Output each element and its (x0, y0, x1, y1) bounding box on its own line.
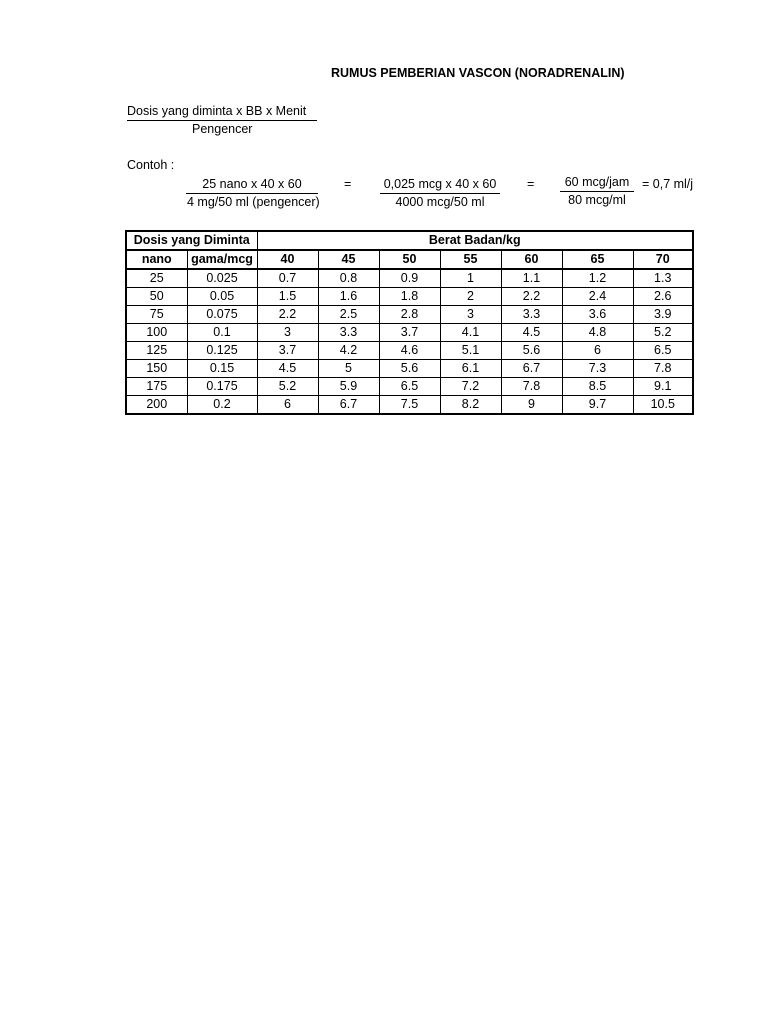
table-cell: 3.9 (633, 306, 693, 324)
table-cell: 7.8 (501, 378, 562, 396)
table-cell: 0.05 (187, 288, 257, 306)
dose-table (125, 230, 694, 415)
table-cell: 5.6 (379, 360, 440, 378)
table-cell: 125 (126, 342, 187, 360)
example-step1-line (186, 193, 318, 194)
formula-denominator: Pengencer (192, 122, 253, 136)
table-cell: 4.6 (379, 342, 440, 360)
table-cell: 2.8 (379, 306, 440, 324)
table-cell: 1.5 (257, 288, 318, 306)
formula-fraction-line (127, 120, 317, 121)
table-header-row (126, 231, 693, 250)
table-cell: 7.8 (633, 360, 693, 378)
example-equals-2: = (527, 177, 535, 191)
table-row (126, 306, 693, 324)
example-step1-numerator: 25 nano x 40 x 60 (202, 177, 302, 191)
table-cell: 100 (126, 324, 187, 342)
table-cell: 0.125 (187, 342, 257, 360)
table-cell: 10.5 (633, 396, 693, 415)
table-row (126, 288, 693, 306)
table-row (126, 342, 693, 360)
weight-col-header: 45 (318, 250, 379, 269)
table-cell: 6.1 (440, 360, 501, 378)
table-cell: 0.9 (379, 269, 440, 288)
table-cell: 4.5 (501, 324, 562, 342)
table-cell: 2 (440, 288, 501, 306)
table-cell: 200 (126, 396, 187, 415)
example-step2-line (380, 193, 500, 194)
weight-col-header: 65 (562, 250, 633, 269)
example-result: = 0,7 ml/j (642, 177, 694, 191)
table-subheader-row (126, 250, 693, 269)
table-cell: 7.2 (440, 378, 501, 396)
table-cell: 9 (501, 396, 562, 415)
table-cell: 3.7 (379, 324, 440, 342)
table-cell: 9.1 (633, 378, 693, 396)
table-cell: 5.2 (633, 324, 693, 342)
table-row (126, 360, 693, 378)
example-label: Contoh : (127, 158, 175, 172)
table-cell: 0.075 (187, 306, 257, 324)
weight-col-header: 50 (379, 250, 440, 269)
table-cell: 6 (562, 342, 633, 360)
table-cell: 1.3 (633, 269, 693, 288)
formula-numerator: Dosis yang diminta x BB x Menit (127, 104, 307, 118)
weight-col-header: 60 (501, 250, 562, 269)
table-cell: 5.1 (440, 342, 501, 360)
table-cell: 0.175 (187, 378, 257, 396)
table-body (126, 269, 693, 414)
table-cell: 6.7 (501, 360, 562, 378)
example-step3-line (560, 191, 634, 192)
table-cell: 3.3 (318, 324, 379, 342)
example-step2-numerator: 0,025 mcg x 40 x 60 (383, 177, 497, 191)
table-cell: 2.4 (562, 288, 633, 306)
example-equals-1: = (344, 177, 352, 191)
page-title: RUMUS PEMBERIAN VASCON (NORADRENALIN) (331, 66, 625, 80)
table-cell: 3 (440, 306, 501, 324)
table-cell: 9.7 (562, 396, 633, 415)
table-cell: 5.6 (501, 342, 562, 360)
table-cell: 4.1 (440, 324, 501, 342)
table-cell: 25 (126, 269, 187, 288)
table-cell: 6 (257, 396, 318, 415)
table-cell: 6.7 (318, 396, 379, 415)
table-cell: 75 (126, 306, 187, 324)
table-cell: 3 (257, 324, 318, 342)
subheader-nano: nano (126, 250, 187, 269)
table-cell: 8.2 (440, 396, 501, 415)
table-cell: 5.9 (318, 378, 379, 396)
weight-header: Berat Badan/kg (257, 231, 693, 250)
table-cell: 4.2 (318, 342, 379, 360)
example-step1-denominator: 4 mg/50 ml (pengencer) (187, 195, 320, 209)
table-row (126, 378, 693, 396)
table-cell: 50 (126, 288, 187, 306)
table-cell: 3.7 (257, 342, 318, 360)
table-cell: 4.8 (562, 324, 633, 342)
table-cell: 150 (126, 360, 187, 378)
example-step2-denominator: 4000 mcg/50 ml (395, 195, 485, 209)
subheader-gama-mcg: gama/mcg (187, 250, 257, 269)
table-cell: 2.2 (501, 288, 562, 306)
table-cell: 4.5 (257, 360, 318, 378)
table-row (126, 396, 693, 415)
example-step3-numerator: 60 mcg/jam (564, 175, 630, 189)
table-cell: 0.15 (187, 360, 257, 378)
table-cell: 1.1 (501, 269, 562, 288)
table-cell: 5.2 (257, 378, 318, 396)
table-cell: 1.6 (318, 288, 379, 306)
table-row (126, 269, 693, 288)
table-cell: 3.3 (501, 306, 562, 324)
table-cell: 3.6 (562, 306, 633, 324)
weight-col-header: 55 (440, 250, 501, 269)
weight-col-header: 70 (633, 250, 693, 269)
table-row (126, 324, 693, 342)
table-cell: 1.2 (562, 269, 633, 288)
table-cell: 7.5 (379, 396, 440, 415)
table-cell: 0.2 (187, 396, 257, 415)
table-cell: 175 (126, 378, 187, 396)
weight-col-header: 40 (257, 250, 318, 269)
table-cell: 6.5 (633, 342, 693, 360)
table-cell: 8.5 (562, 378, 633, 396)
table-cell: 0.7 (257, 269, 318, 288)
table-cell: 0.8 (318, 269, 379, 288)
example-step3-denominator: 80 mcg/ml (568, 193, 626, 207)
table-cell: 0.025 (187, 269, 257, 288)
table-cell: 5 (318, 360, 379, 378)
table-cell: 1 (440, 269, 501, 288)
table-cell: 2.5 (318, 306, 379, 324)
table-cell: 2.2 (257, 306, 318, 324)
table-cell: 2.6 (633, 288, 693, 306)
table-cell: 1.8 (379, 288, 440, 306)
table-cell: 7.3 (562, 360, 633, 378)
table-cell: 6.5 (379, 378, 440, 396)
table-cell: 0.1 (187, 324, 257, 342)
dose-header: Dosis yang Diminta (126, 231, 257, 250)
